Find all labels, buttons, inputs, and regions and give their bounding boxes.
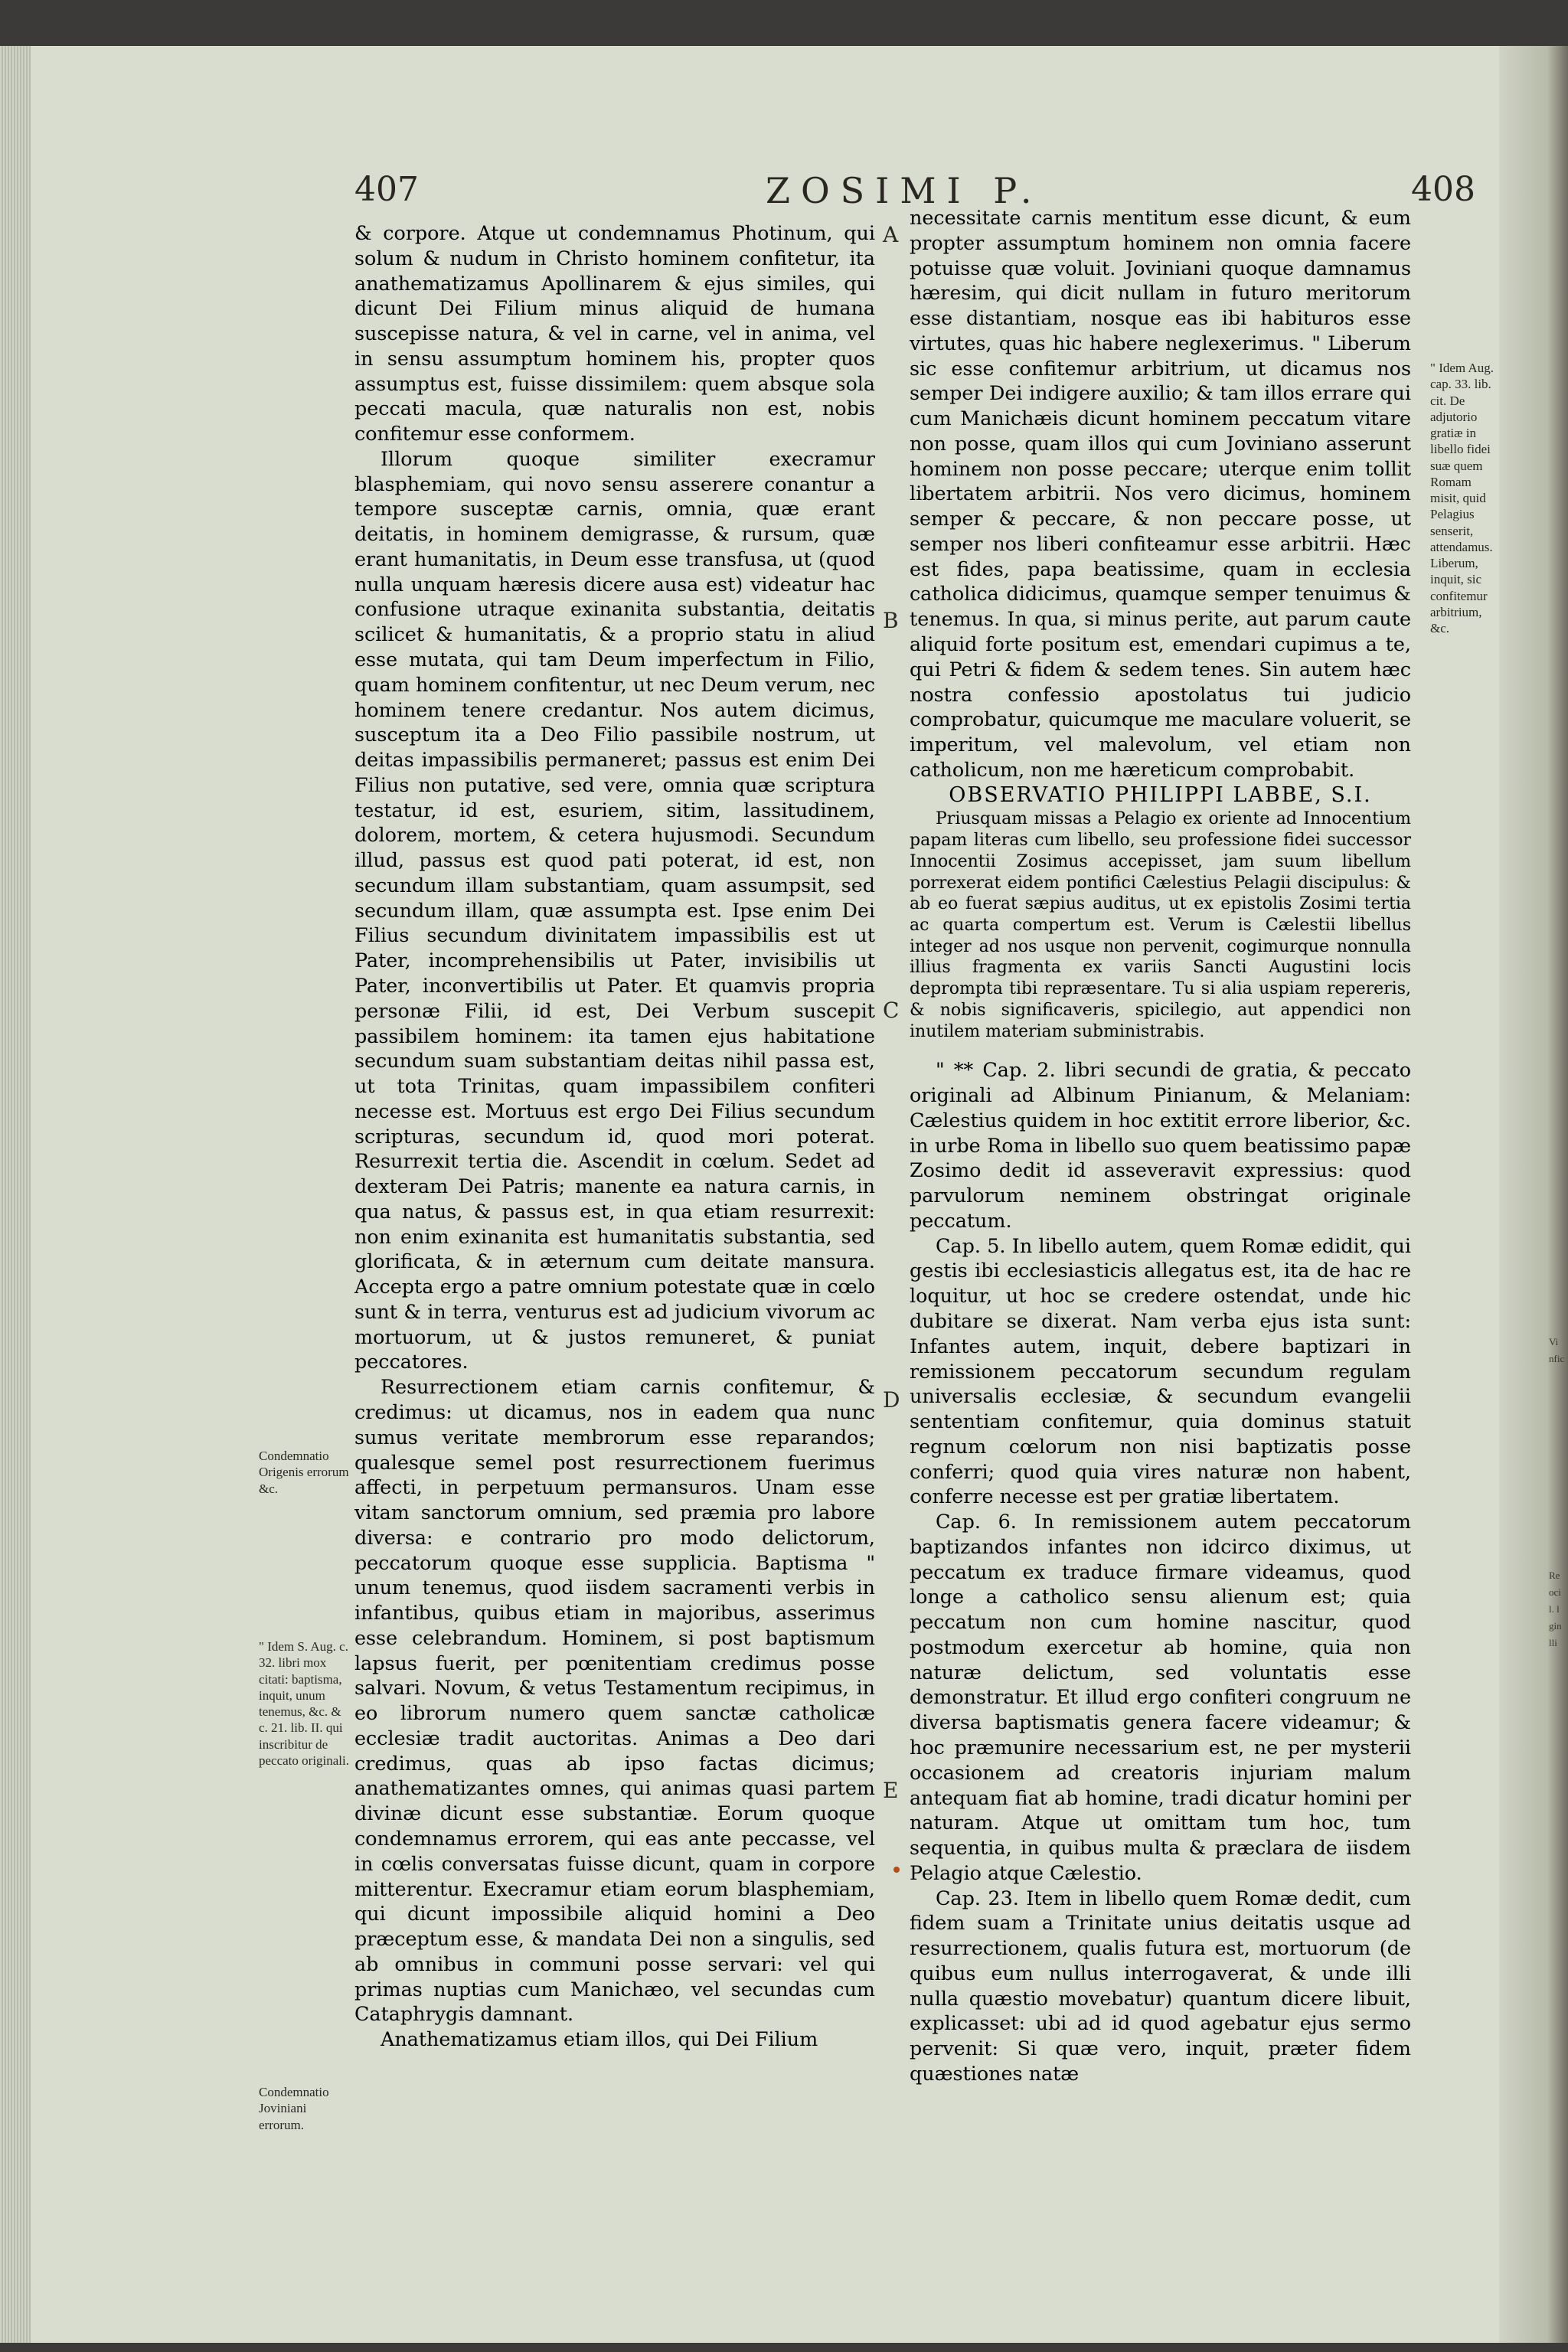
right-paragraph: " ** Cap. 2. libri secundi de gratia, & peccato originali ad Albinum Pinianum, & Melaniam: Cælestius quidem in hoc extitit errore liberior, &c. in urbe Roma in libello suo quem beatissimo papæ Zosimo dedit id asseveravit expressius: quod parvulorum neminem obstringat originale peccatum. (910, 1058, 1411, 1232)
right-margin-note: " Idem Aug. cap. 33. lib. cit. De adjutorio gratiæ in libello fidei suæ quem Romam misit, quid Pelagius senserit, attendamus. Liberum, inquit, sic confitemur arbitrium, &c. (1430, 361, 1494, 635)
right-page-number: 408 (1411, 170, 1475, 209)
binding-edge-text: nfic (1549, 1353, 1565, 1364)
right-paragraph: Cap. 5. In libello autem, quem Romæ edidit, qui gestis ibi ecclesiasticis allegatus est, ita de hac re loquitur, ut hoc se credere ostendat, unde hic dubitare se dixerat. Nam verba ejus ista sunt: Infantes autem, inquit, debere baptizari in remissionem peccatorum secundum regulam universalis ecclesiæ, & secundum evangelii sententiam confitemur, quia dominus statuit regnum cœlorum non nisi baptizatis posse conferri; quod quia vires naturæ non habent, conferre necesse est per gratiæ libertatem. (910, 1233, 1411, 1508)
right-paragraph: necessitate carnis mentitum esse dicunt, & eum propter assumptum hominem non omnia facere potuisse quæ voluit. Joviniani quoque damnamus hæresim, qui dicit nullam in futuro meritorum esse distantiam, nosque eas ibi habituros esse virtutes, quas hic habere neglexerimus. " Liberum sic esse confitemur arbitrium, ut dicamus nos semper Dei indigere auxilio; & tam illos errare qui cum Manichæis dicunt hominem peccatum vitare non posse, quam illos qui cum Joviniano asserunt hominem non posse peccare; uterque enim tollit libertatem arbitrii. Nos vero dicimus, hominem semper & peccare, & non peccare posse, ut semper nos liberi confiteamur esse arbitrii. Hæc est fides, papa beatissime, quam in ecclesia catholica didicimus, quamque semper tenuimus & tenemus. In qua, si minus perite, aut parum caute aliquid forte positum est, emendari cupimus a te, qui Petri & fidem & sedem tenes. Sin autem hæc nostra confessio apostolatus tui judicio comprobatur, quicumque me maculare voluerit, se imperitum, vel malevolum, vel etiam non catholicum, non me hæreticum comprobabit. (910, 206, 1411, 781)
left-text-column (354, 220, 875, 2052)
right-text-column (910, 205, 1411, 2086)
binding-edge-text: gin (1549, 1620, 1562, 1632)
left-paragraph: Illorum quoque similiter execramur blasphemiam, qui novo sensu asserere conantur a tempore susceptæ carnis, omnia, quæ erant deitatis, in hominem demigrasse, & rursum, quæ erant humanitatis, in Deum esse transfusa, ut (quod nulla unquam hæresis dicere ausa est) videatur hac confusione utraque exinanita substantia, deitatis scilicet & humanitatis, & a proprio statu in aliud esse mutata, qui tam Deum imperfectum in Filio, quam hominem confitentur, ut nec Deum verum, nec hominem tenere credantur. Nos autem dicimus, susceptum ita a Deo Filio passibile nostrum, ut deitas impassibilis permaneret; passus est enim Dei Filius non putative, sed vere, omnia quæ scriptura testatur, id est, esuriem, sitim, lassitudinem, dolorem, mortem, & cetera hujusmodi. Secundum illud, passus est quod pati poterat, id est, non secundum illam substantiam, quam assumpsit, sed secundum illam, quæ assumpta est. Ipse enim Dei Filius secundum divinitatem impassibilis est ut Pater, incomprehensibilis ut Pater, invisibilis ut Pater, inconvertibilis ut Pater. Et quamvis propria personæ Filii, id est, Dei Verbum suscepit passibilem hominem: ita tamen ejus habitatione secundum suam substantiam deitas nihil passa est, ut tota Trinitas, quam impassibilem confiteri necesse est. Mortuus est ergo Dei Filius secundum scripturas, secundum id, quod mori poterat. Resurrexit tertia die. Ascendit in cœlum. Sedet ad dexteram Dei Patris; manente ea natura carnis, in qua natus, & passus est, in qua etiam resurrexit: non enim exinanita est humanitatis substantia, sed glorificata, & in æternum cum deitate mansura. Accepta ergo a patre omnium potestate quæ in cœlo sunt & in terra, venturus est ad judicium vivorum ac mortuorum, ut & justos remuneret, & puniat peccatores. (354, 446, 875, 1374)
margin-bullet (893, 1867, 900, 1873)
left-page-number: 407 (354, 170, 419, 209)
section-letter: E (883, 1778, 899, 1803)
left-margin-note: " Idem S. Aug. c. 32. libri mox citati: baptisma, inquit, unum tenemus, &c. & c. 21. lib. II. qui inscribitur de peccato originali. (259, 1639, 350, 1768)
book-edge (0, 46, 31, 2343)
section-letter: B (883, 608, 899, 633)
section-letter: C (883, 998, 900, 1023)
running-head: ZOSIMI P. (766, 170, 1043, 211)
section-letter: A (883, 222, 899, 247)
section-letter: D (883, 1387, 900, 1413)
left-margin-note: Condemnatio Joviniani errorum. (259, 2085, 329, 2132)
left-margin-note: Condemnatio Origenis errorum &c. (259, 1449, 349, 1496)
observation-title: OBSERVATIO PHILIPPI LABBE, S.I. (949, 782, 1372, 807)
observation-text: Priusquam missas a Pelagio ex oriente ad Innocentium papam literas cum libello, seu professione fidei successor Innocentii Zosimus accepisset, jam suum libellum porrexerat eidem pontifici Cælestius Pelagii discipulus: & ab eo fuerat sæpius auditus, ut ex epistolis Zosimi tertia ac quarta compertum est. Verum is Cælestii libellus integer ad nos usque non pervenit, cogimurque nonnulla illius fragmenta ex variis Sancti Augustini locis deprompta tibi repræsentare. Tu si alia uspiam repereris, & nobis significaveris, spicilegio, aut appendici non inutilem materiam subministrabis. (910, 809, 1411, 1041)
right-paragraph: Cap. 23. Item in libello quem Romæ dedit, cum fidem suam a Trinitate unius deitatis usque ad resurrectionem, qualis futura est, mortuorum (de quibus eum nullus interrogaverat, & unde illi nulla quæstio movebatur) quantum dicere libuit, explicasset: ubi ad id quod agebatur ejus sermo pervenit: Si quæ vero, inquit, præter fidem quæstiones natæ (910, 1886, 1411, 2085)
binding-edge-text: Vi (1549, 1336, 1559, 1348)
binding-shadow (1499, 46, 1568, 2343)
left-paragraph: Anathematizamus etiam illos, qui Dei Filium (381, 2027, 818, 2051)
left-paragraph: & corpore. Atque ut condemnamus Photinum, qui solum & nudum in Christo hominem confitetur, ita anathematizamus Apollinarem & ejus similes, qui dicunt Dei Filium minus aliquid de humana suscepisse natura, & vel in carne, vel in anima, vel in sensu assumptum hominem his, propter quos assumptus est, fuisse dissimilem: quem absque sola peccati macula, quæ naturalis non est, nobis confitemur esse conformem. (354, 221, 875, 446)
binding-edge-text: oci (1549, 1586, 1561, 1598)
binding-edge-text: l. l (1549, 1603, 1560, 1615)
binding-edge-text: Re (1549, 1570, 1560, 1581)
left-paragraph: Resurrectionem etiam carnis confitemur, & credimus: ut dicamus, nos in eadem qua nunc sumus veritate membrorum esse reparandos; qualesque semel post resurrectionem fuerimus affecti, in perpetuum permansuros. Unam esse vitam sanctorum omnium, sed præmia pro labore diversa: e contrario pro modo delictorum, peccatorum quoque esse supplicia. Baptisma " unum tenemus, quod iisdem sacramenti verbis in infantibus, quibus etiam in majoribus, asserimus esse celebrandum. Hominem, si post baptismum lapsus fuerit, per pœnitentiam credimus posse salvari. Novum, & vetus Testamentum recipimus, in eo librorum numero quem sanctæ catholicæ ecclesiæ tradit auctoritas. Animas a Deo dari credimus, quas ab ipso factas dicimus; anathematizantes omnes, qui animas quasi partem divinæ dicunt esse substantiæ. Eorum quoque condemnamus errorem, qui eas ante peccasse, vel in cœlis conversatas fuisse dicunt, quam in corpore mitterentur. Execramur etiam eorum blasphemiam, qui dicunt impossibile aliquid homini a Deo præceptum esse, & mandata Dei non a singulis, sed ab omnibus in communi posse servari: vel qui primas nuptias cum Manichæo, vel secundas cum Cataphrygis damnant. (354, 1375, 875, 2026)
binding-edge-text: lli (1549, 1637, 1557, 1648)
right-paragraph: Cap. 6. In remissionem autem peccatorum baptizandos infantes non idcirco diximus, ut peccatum ex traduce firmare videamus, quod longe a catholico sensu alienum est; quia peccatum non cum homine nascitur, quod postmodum exercetur ab homine, quia non naturæ delictum, sed voluntatis esse demonstratur. Et illud ergo confiteri congruum ne diversa baptismatis genera facere videamur; & hoc præmunire necessarium est, ne per mysterii occasionem ad creatoris injuriam malum antequam fiat ab homine, tradi dicatur homini per naturam. Atque ut omittam tum hoc, tum sequentia, in quibus multa & præclara de iisdem Pelagio atque Cælestio. (910, 1510, 1411, 1884)
